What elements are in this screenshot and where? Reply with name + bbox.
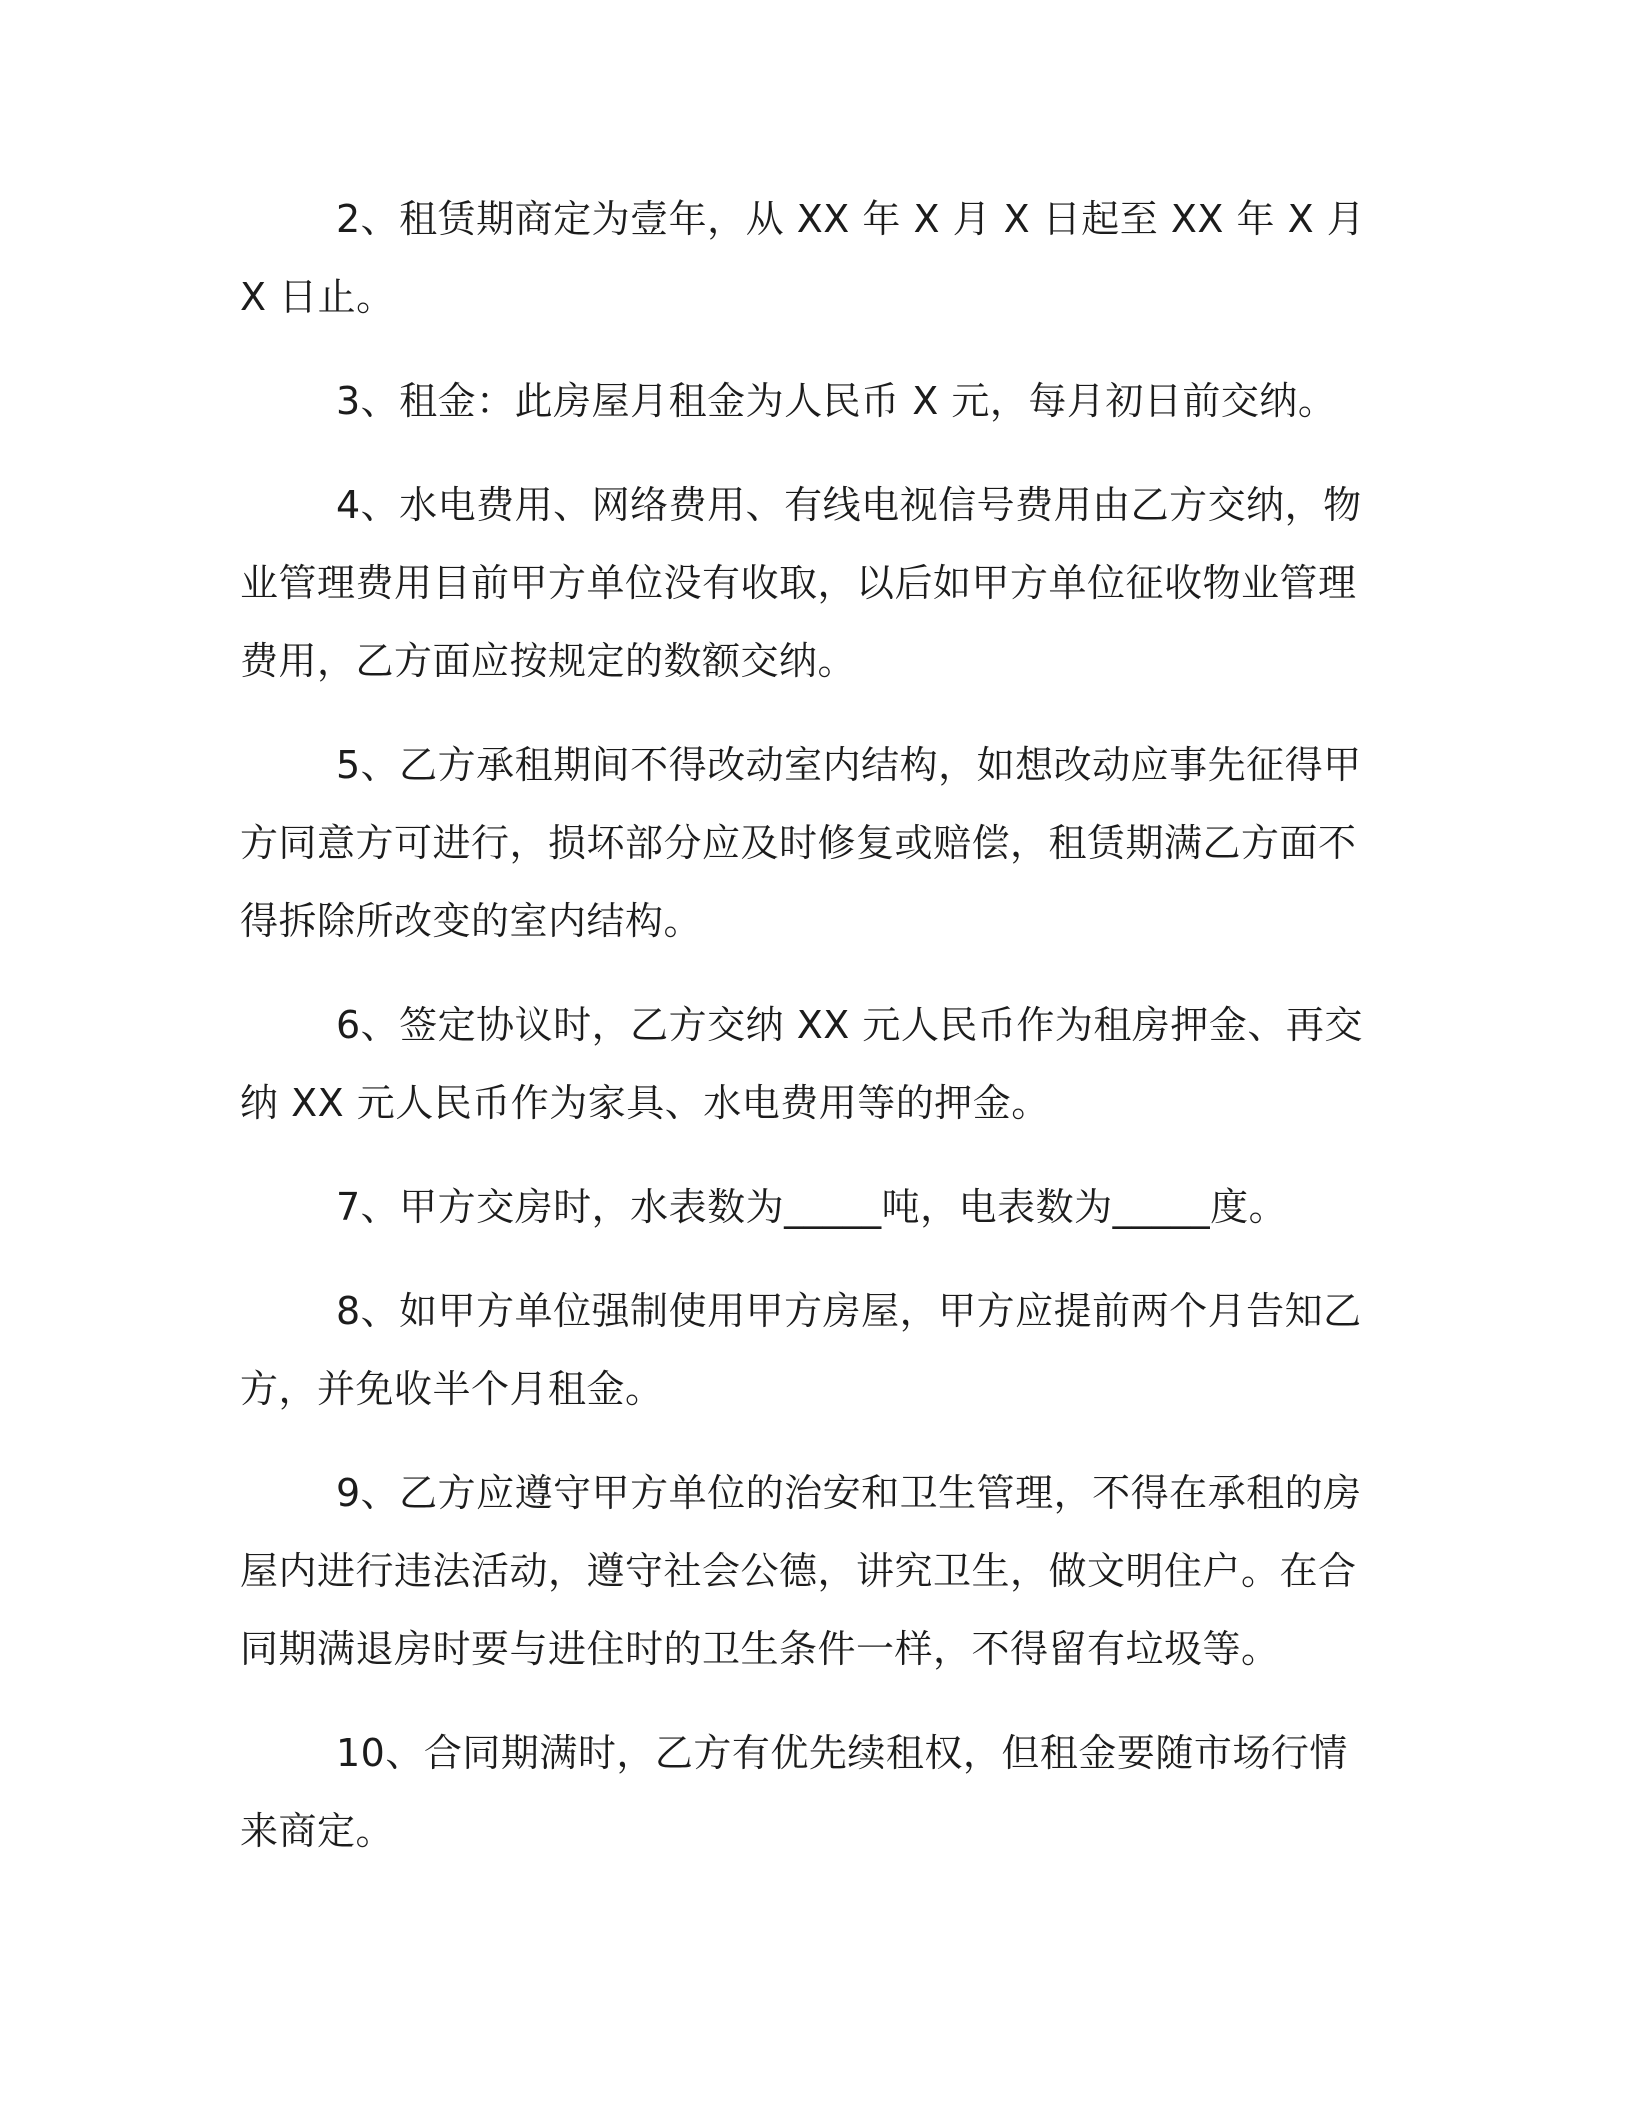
clause-3: 3、租金：此房屋月租金为人民币 X 元，每月初日前交纳。 [336,379,1337,423]
clause-2: 2、租赁期商定为壹年，从 XX 年 X 月 X 日起至 XX 年 X 月 X 日止。 [240,197,1366,319]
clause-10: 10、合同期满时，乙方有优先续租权，但租金要随市场行情来商定。 [240,1731,1348,1853]
clause-9: 9、乙方应遵守甲方单位的治安和卫生管理，不得在承租的房屋内进行违法活动，遵守社会公德，讲究卫生，做文明住户。在合同期满退房时要与进住时的卫生条件一样，不得留有垃圾等。 [240,1471,1362,1671]
clause-7: 7、甲方交房时，水表数为_____吨，电表数为_____度。 [336,1185,1288,1229]
clause-4: 4、水电费用、网络费用、有线电视信号费用由乙方交纳，物业管理费用目前甲方单位没有收取，以后如甲方单位征收物业管理费用，乙方面应按规定的数额交纳。 [240,483,1362,683]
clause-8: 8、如甲方单位强制使用甲方房屋，甲方应提前两个月告知乙方，并免收半个月租金。 [240,1289,1362,1411]
clause-6: 6、签定协议时，乙方交纳 XX 元人民币作为租房押金、再交纳 XX 元人民币作为家具、水电费用等的押金。 [240,1003,1363,1125]
document-body [240,180,1382,1896]
clause-5: 5、乙方承租期间不得改动室内结构，如想改动应事先征得甲方同意方可进行，损坏部分应及时修复或赔偿，租赁期满乙方面不得拆除所改变的室内结构。 [240,743,1362,943]
